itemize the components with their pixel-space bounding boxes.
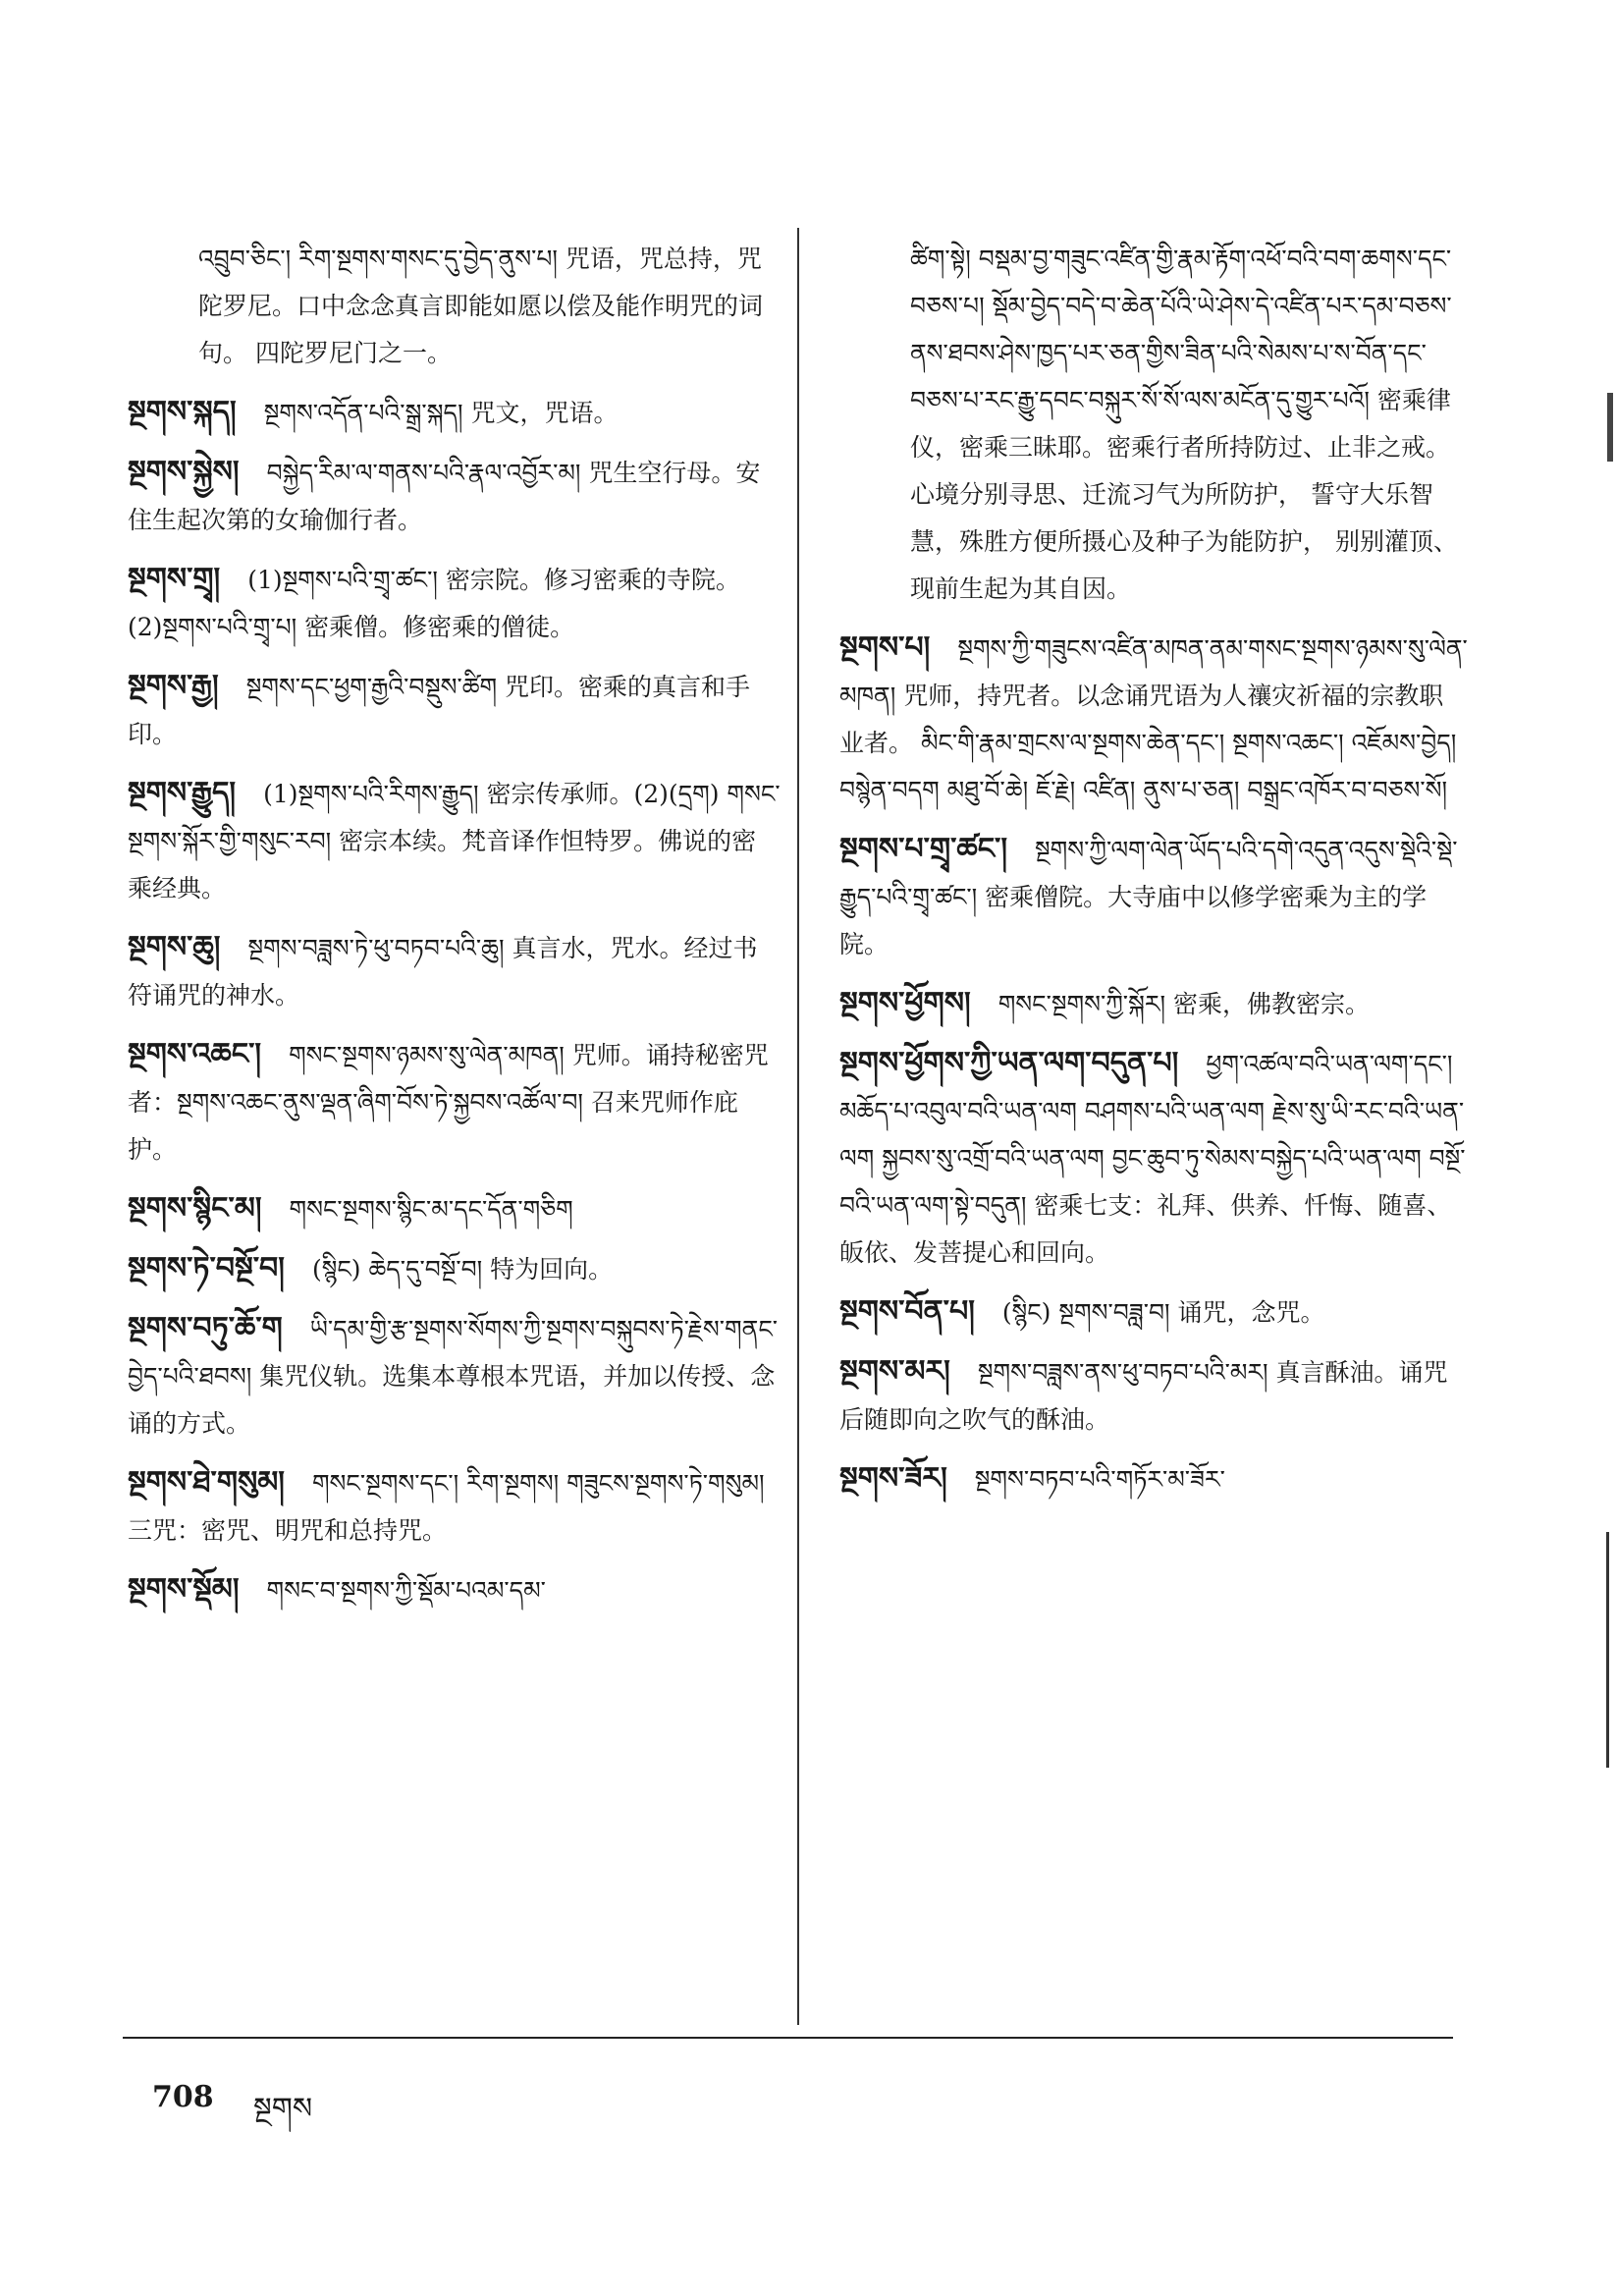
entry-headword: སྔགས་གྲྭ། [128, 562, 221, 596]
entry-headword: སྔགས་ཕྱོགས། [839, 986, 971, 1020]
entry-definition: གསང་སྔགས་དང་། རིག་སྔགས། གཟུངས་སྔགས་ཏེ་གསུམ། 三咒：密咒、明咒和总持咒。 [128, 1469, 765, 1545]
entry-headword: སྔགས་རྒྱུད། [128, 776, 237, 810]
entry-definition: སྔགས་བཟླས་ཏེ་ཕུ་བཏབ་པའི་ཆུ། 真言水，咒水。经过书符诵咒的神水。 [128, 934, 758, 1010]
scan-edge-mark [1606, 1532, 1609, 1768]
dictionary-entry [839, 1455, 1468, 1503]
entry-headword: སྔགས་ཟོར། [839, 1461, 947, 1496]
entry-definition: གསང་སྔགས་སྙིང་མ་དང་དོན་གཅིག [289, 1195, 573, 1224]
dictionary-entry [128, 389, 781, 437]
dictionary-entry [128, 1031, 781, 1174]
running-head: སྔགས [253, 2092, 313, 2126]
dictionary-entry [839, 1288, 1468, 1337]
entry-headword: སྔགས་རྒྱ། [128, 669, 219, 703]
right-column [839, 236, 1468, 1515]
entry-definition: སྔགས་བཟླས་ནས་ཕུ་བཏབ་པའི་མར། 真言酥油。诵咒后随即向之吹气的酥油。 [839, 1358, 1448, 1434]
entry-headword: སྔགས་འཆང་། [128, 1037, 262, 1071]
entry-definition: (1)སྔགས་པའི་རིགས་རྒྱུད། 密宗传承师。(2)(དྲག) གསང་སྔགས་སྐོར་གྱི་གསུང་རབ། 密宗本续。梵音译作怛特罗。佛说的密乘经典。 [128, 780, 781, 902]
entry-definition: ཡི་དམ་གྱི་རྩ་སྔགས་སོགས་ཀྱི་སྔགས་བསྐུབས་ཏེ་རྗེས་གནང་བྱེད་པའི་ཐབས། 集咒仪轨。选集本尊根本咒语，并加以传授、念诵的方式。 [128, 1315, 779, 1438]
entry-definition: བསྐྱེད་རིམ་ལ་གནས་པའི་རྣལ་འབྱོར་མ། 咒生空行母。安住生起次第的女瑜伽行者。 [128, 459, 761, 534]
entry-headword: སྔགས་ཏེ་བསྔོ་བ། [128, 1251, 285, 1285]
left-column [128, 236, 781, 1626]
entry-definition: སྔགས་ཀྱི་གཟུངས་འཛིན་མཁན་ནམ་གསང་སྔགས་ཉམས་སུ་ལེན་མཁན། 咒师，持咒者。以念诵咒语为人禳灾祈福的宗教职业者。 མིང་གི་རྣམ་གྲངས་ལ་སྔགས་ཆེན་དང་། སྔགས་འཆང་། འཇོམས་བྱེད། བསྙེན་བདག མཐུ་བོ་ཆེ། ཇོ་རྗེ། འཛིན། ནུས་པ་ཅན། བསྒྲང་འཁོར་བ་བཅས་སོ། [839, 634, 1468, 804]
entry-definition: སྔགས་འདོན་པའི་སྒྲ་སྐད། 咒文，咒语。 [263, 399, 619, 427]
entry-headword: སྔགས་སྙིང་མ། [128, 1191, 262, 1226]
dictionary-entry [128, 449, 781, 544]
dictionary-entry [128, 1185, 781, 1233]
entry-headword: སྔགས་སྐྱེས། [128, 455, 240, 489]
entry-continuation: འབྲུབ་ཅིང་། རིག་སྔགས་གསང་དུ་བྱེད་ནུས་པ། 咒语，咒总持，咒陀罗尼。口中念念真言即能如愿以偿及能作明咒的词句。 四陀罗尼门之一。 [198, 245, 764, 367]
entry-headword: སྔགས་སྡོམ། [128, 1572, 240, 1607]
entry-definition: ཕྱག་འཚལ་བའི་ཡན་ལག་དང་། མཆོད་པ་འབུལ་བའི་ཡན་ལག བཤགས་པའི་ཡན་ལག རྗེས་སུ་ཡི་རང་བའི་ཡན་ལག སྐྱབས་སུ་འགྲོ་བའི་ཡན་ལག བྱང་ཆུབ་ཏུ་སེམས་བསྐྱེད་པའི་ཡན་ལག བསྔོ་བའི་ཡན་ལག་སྟེ་བདུན། 密乘七支：礼拜、供养、忏悔、随喜、皈依、发菩提心和回向。 [839, 1050, 1466, 1267]
dictionary-entry [128, 1566, 781, 1614]
entry-definition: སྔགས་ཀྱི་ལག་ལེན་ཡོད་པའི་དགེ་འདུན་འདུས་སྡེའི་སྡེ་རྒྱུད་པའི་གྲྭ་ཚང་། 密乘僧院。大寺庙中以修学密乘为主的学院。 [839, 836, 1458, 958]
entry-headword: སྔགས་སྐད། [128, 395, 237, 429]
dictionary-entry [839, 625, 1468, 814]
entry-headword: སྔགས་ཐེ་གསུམ། [128, 1465, 285, 1500]
entry-definition: (སྙིང) སྔགས་བཟླ་བ། 诵咒，念咒。 [1001, 1298, 1325, 1327]
dictionary-entry [839, 980, 1468, 1028]
entry-definition: གསང་བ་སྔགས་ཀྱི་སྡོམ་པའམ་དམ་ [266, 1576, 546, 1605]
entry-headword: སྔགས་པ། [839, 630, 931, 665]
dictionary-entry [128, 924, 781, 1019]
entry-definition: (1)སྔགས་པའི་གྲྭ་ཚང་། 密宗院。修习密乘的寺院。(2)སྔགས་པའི་གྲྭ་པ། 密乘僧。修密乘的僧徒。 [128, 566, 740, 641]
dictionary-entry [128, 770, 781, 912]
dictionary-entry [839, 826, 1468, 968]
entry-continuation: ཚིག་སྟེ། བསྡམ་བྱ་གཟུང་འཛིན་གྱི་རྣམ་རྟོག་འཕོ་བའི་བག་ཆགས་དང་བཅས་པ། སྡོམ་བྱེད་བདེ་བ་ཆེན་པོའི་ཡེ་ཤེས་དེ་འཛིན་པར་དམ་བཅས་ནས་ཐབས་ཤེས་ཁྱད་པར་ཅན་གྱིས་ཟིན་པའི་སེམས་པ་ས་བོན་དང་བཅས་པ་རང་རྒྱུ་དབང་བསྐུར་སོ་སོ་ལས་མངོན་དུ་གྱུར་པའོ། 密乘律仪，密乘三昧耶。密乘行者所持防过、止非之戒。心境分别寻思、迁流习气为所防护， 誓守大乐智慧，殊胜方便所摄心及种子为能防护， 别别灌顶、现前生起为其自因。 [910, 245, 1458, 603]
dictionary-entry [128, 663, 781, 758]
entry-headword: སྔགས་ཕྱོགས་ཀྱི་ཡན་ལག་བདུན་པ། [839, 1046, 1179, 1080]
right-entries [839, 625, 1468, 1503]
entry-headword: སྔགས་ཆུ། [128, 930, 221, 964]
entry-headword: སྔགས་པ་གྲྭ་ཚང་། [839, 832, 1007, 866]
entry-headword: སྔགས་བོན་པ། [839, 1294, 975, 1329]
entry-definition: (སྙིང) ཆེད་དུ་བསྔོ་བ། 特为回向。 [311, 1255, 614, 1284]
entry-definition: གསང་སྔགས་ཀྱི་སྐོར། 密乘，佛教密宗。 [997, 990, 1370, 1018]
page-number: 708 [152, 2080, 214, 2114]
entry-headword: སྔགས་བཏུ་ཆོ་ག [128, 1311, 283, 1345]
footer-rule [123, 2037, 1453, 2039]
scan-edge-mark [1607, 393, 1613, 462]
dictionary-entry [128, 1245, 781, 1293]
entry-headword: སྔགས་མར། [839, 1354, 950, 1389]
column-divider [797, 228, 799, 2025]
dictionary-entry [128, 556, 781, 651]
entry-definition: སྔགས་དང་ཕྱག་རྒྱའི་བསྡུས་ཚིག 咒印。密乘的真言和手印。 [128, 673, 751, 748]
dictionary-entry [839, 1040, 1468, 1277]
entry-definition: སྔགས་བཏབ་པའི་གཏོར་མ་ཟོར་ [974, 1465, 1225, 1494]
entry-definition: གསང་སྔགས་ཉམས་སུ་ལེན་མཁན། 咒师。诵持秘密咒者：སྔགས་འཆང་ནུས་ལྡན་ཞིག་བོས་ཏེ་སྐྱབས་འཚོལ་བ། 召来咒师作庇护。 [128, 1041, 769, 1164]
dictionary-entry [128, 1459, 781, 1555]
dictionary-entry [128, 1305, 781, 1448]
left-entries [128, 389, 781, 1614]
dictionary-entry [839, 1348, 1468, 1444]
